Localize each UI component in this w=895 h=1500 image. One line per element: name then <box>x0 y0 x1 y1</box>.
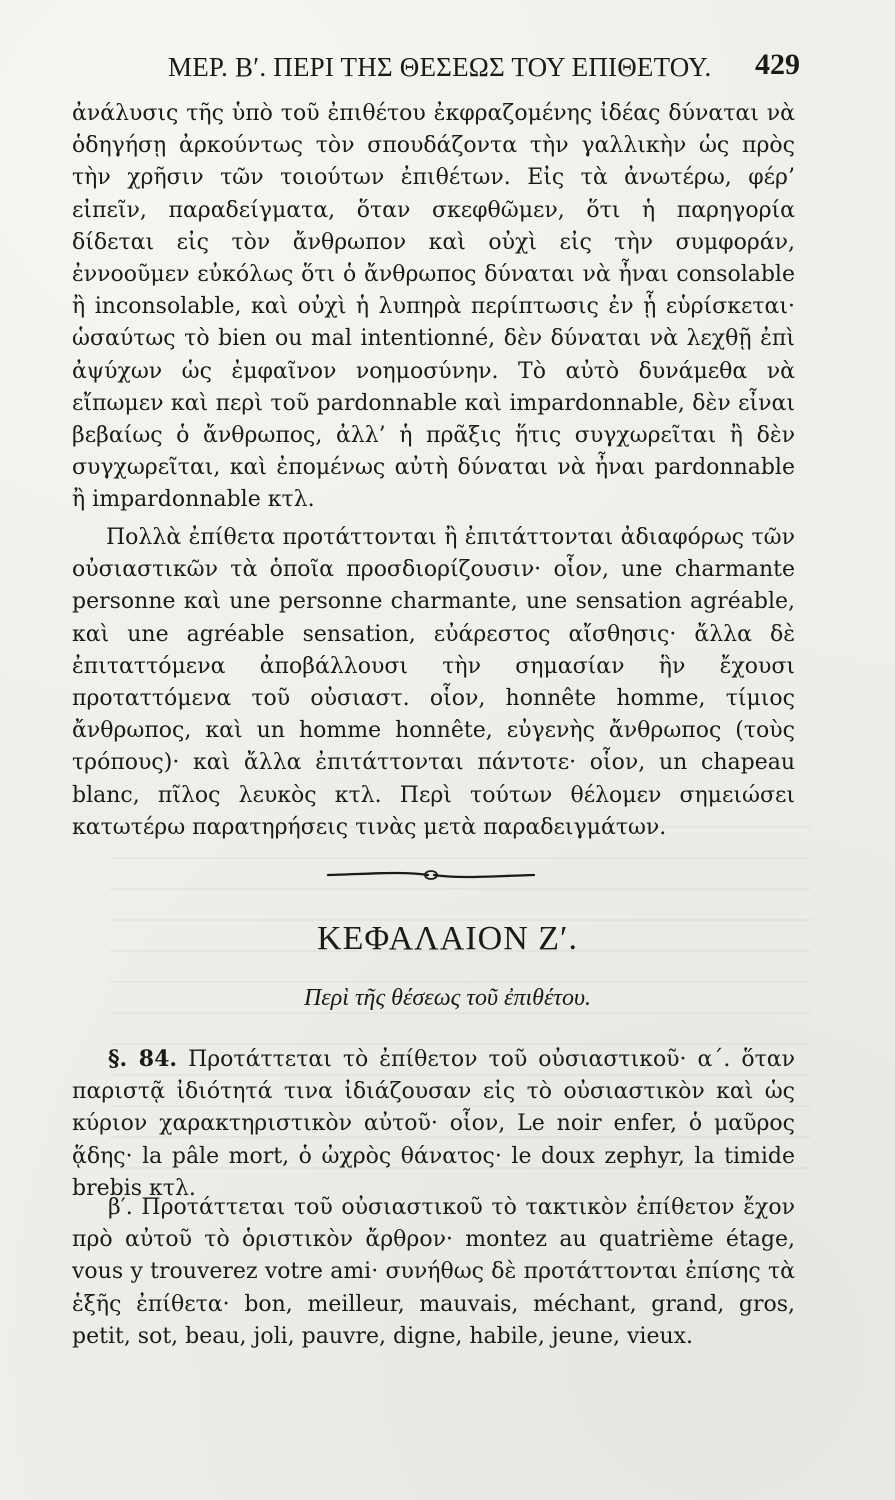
paragraph-3-text: Προτάττεται τὸ ἐπίθετον τοῦ οὐσιαστικοῦ· α΄. ὅταν παριστᾷ ἰδιότητά τινα ἰδιάζουσαν εἰς τὸ οὐσιαστικὸν καὶ ὡς κύριον χαρακτηριστικὸν αὐτοῦ· οἷον, Le noir enfer, ὁ μαῦρος ᾅδης· la pâle mort, ὁ ὠχρὸς θάνατος· le doux zephyr, la timide brebis κτλ. <box>72 1047 795 1201</box>
paragraph-4: β′. Προτάττεται τοῦ οὐσιαστικοῦ τὸ τακτικὸν ἐπίθετον ἔχον πρὸ αὐτοῦ τὸ ὁριστικὸν ἄρθρον· montez au quatrième étage, vous y trouverez votre ami· συνήθως δὲ προτάττονται ἐπίσης τὰ ἑξῆς ἐπίθετα· bon, meilleur, mauvais, méchant, grand, gros, petit, sot, beau, joli, pauvre, digne, habile, jeune, vieux. <box>72 1195 795 1349</box>
section-number: §. 84. <box>108 1046 178 1072</box>
page-number: 429 <box>755 48 800 81</box>
chapter-divider-ornament <box>324 866 538 884</box>
paragraph-2: Πολλὰ ἐπίθετα προτάττονται ἢ ἐπιτάττονται ἀδιαφόρως τῶν οὐσιαστικῶν τὰ ὁποῖα προσδιορίζουσιν· οἷον, une charmante personne καὶ une personne charmante, une sensation agréable, καὶ une agréable sensation, εὐάρεστος αἴσθησις· ἄλλα δὲ ἐπιταττόμενα ἀποβάλλουσι τὴν σημασίαν ἣν ἔχουσι προταττόμενα τοῦ οὐσιαστ. οἷον, honnête homme, τίμιος ἄνθρωπος, καὶ un homme honnête, εὐγενὴς ἄνθρωπος (τοὺς τρόπους)· καὶ ἄλλα ἐπιτάττονται πάντοτε· οἷον, un chapeau blanc, πῖλος λευκὸς κτλ. Περὶ τούτων θέλομεν σημειώσει κατωτέρω παρατηρήσεις τινὰς μετὰ παραδειγμάτων. <box>72 525 795 840</box>
page-header <box>70 48 800 88</box>
chapter-subtitle: Περὶ τῆς θέσεως τοῦ ἐπιθέτου. <box>303 985 592 1011</box>
chapter-title: ΚΕΦΑΛΑΙΟΝ Ζ′. <box>317 920 578 957</box>
running-head: ΜΕΡ. Β′. ΠΕΡΙ ΤΗΣ ΘΕΣΕΩΣ ΤΟΥ ΕΠΙΘΕΤΟΥ. <box>168 52 712 82</box>
paragraph-1: ἀνάλυσις τῆς ὑπὸ τοῦ ἐπιθέτου ἐκφραζομένης ἰδέας δύναται νὰ ὁδηγήσῃ ἀρκούντως τὸν σπουδάζοντα τὴν γαλλικὴν ὡς πρὸς τὴν χρῆσιν τῶν τοιούτων ἐπιθέτων. Εἰς τὰ ἀνωτέρω, φέρ’ εἰπεῖν, παραδείγματα, ὅταν σκεφθῶμεν, ὅτι ἡ παρηγορία δίδεται εἰς τὸν ἄνθρωπον καὶ οὐχὶ εἰς τὴν συμφοράν, ἐννοοῦμεν εὐκόλως ὅτι ὁ ἄνθρωπος δύναται νὰ ἦναι consolable ἢ inconsolable, καὶ οὐχὶ ἡ λυπηρὰ περίπτωσις ἐν ᾗ εὑρίσκεται· ὡσαύτως τὸ bien ou mal intentionné, δὲν δύναται νὰ λεχθῇ ἐπὶ ἀψύχων ὡς ἐμφαῖνον νοημοσύνην. Τὸ αὐτὸ δυνάμεθα νὰ εἴπωμεν καὶ περὶ τοῦ pardonnable καὶ impardonnable, δὲν εἶναι βεβαίως ὁ ἄνθρωπος, ἀλλ’ ἡ πρᾶξις ἥτις συγχωρεῖται ἢ δὲν συγχωρεῖται, καὶ ἐπομένως αὐτὴ δύναται νὰ ἦναι pardonnable ἢ impardonnable κτλ. <box>72 101 795 513</box>
paragraph-3 <box>72 1043 795 1205</box>
